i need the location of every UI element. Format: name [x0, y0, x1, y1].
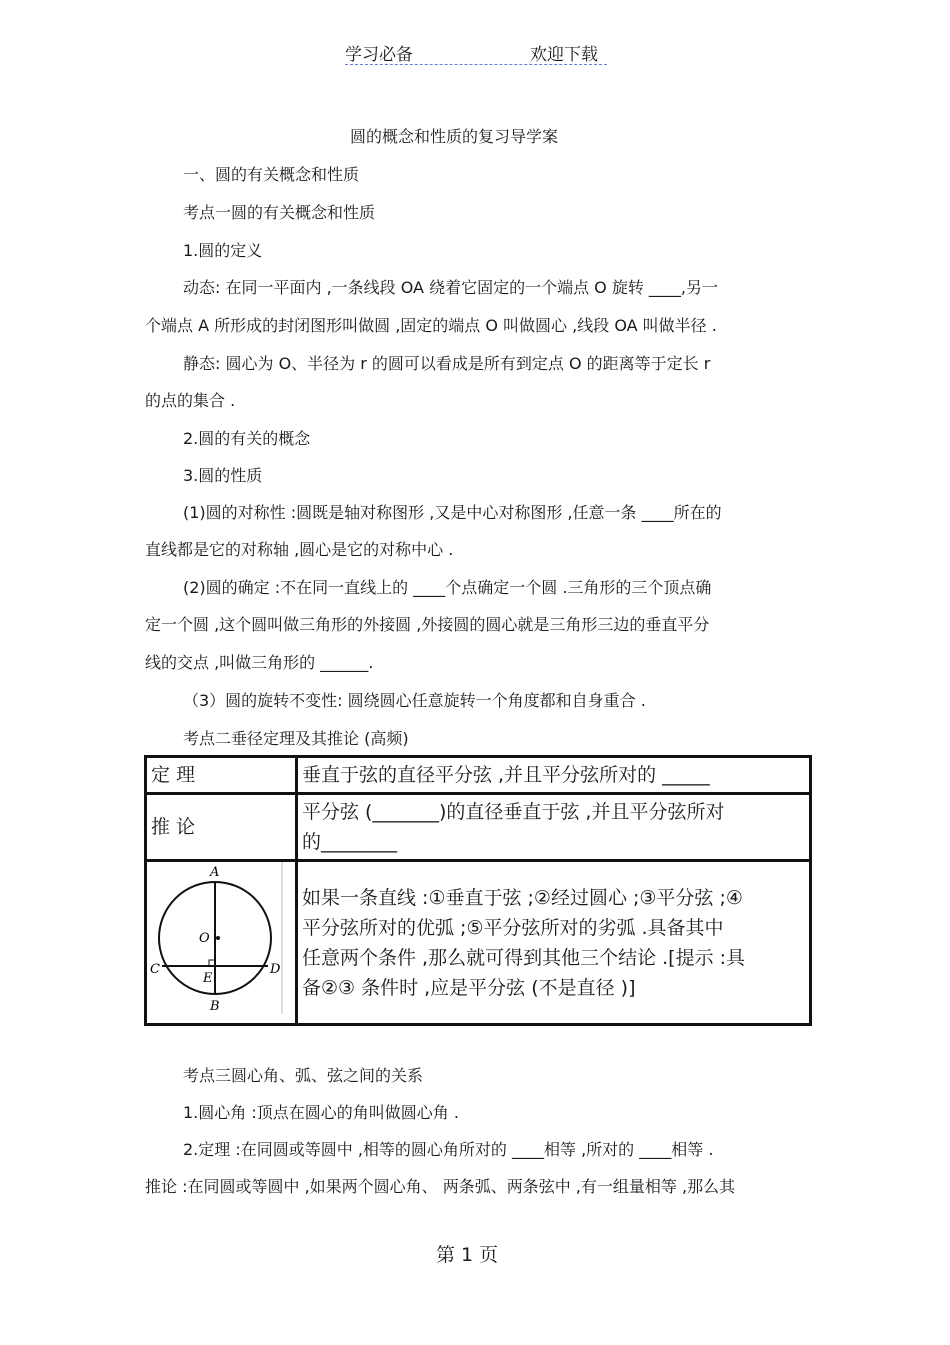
circle-diagram [147, 862, 287, 1014]
conditions-line-2: 平分弦所对的优弧 ;⑤平分弦所对的劣弧 .具备其中 [302, 916, 724, 939]
central-angle-definition: 1.圆心角 :顶点在圆心的角叫做圆心角 . [183, 1103, 459, 1122]
conditions-text [297, 861, 811, 1025]
keypoint-3-heading: 考点三圆心角、弧、弦之间的关系 [183, 1066, 424, 1085]
theorem-text: 垂直于弦的直径平分弦 ,并且平分弦所对的 _____ [297, 757, 811, 794]
corollary-text-line-2: 的________ [302, 831, 398, 853]
rotation-property-line: （3）圆的旋转不变性: 圆绕圆心任意旋转一个角度都和自身重合 . [183, 691, 646, 710]
label-o: O [199, 931, 210, 946]
label-c: C [150, 962, 160, 977]
symmetry-line-1: (1)圆的对称性 :圆既是轴对称图形 ,又是中心对称图形 ,任意一条 ____所在的 [183, 503, 722, 522]
page-number: 第 1 页 [436, 1244, 499, 1266]
conditions-line-4: 备②③ 条件时 ,应是平分弦 (不是直径 )] [302, 976, 636, 999]
keypoint-2-heading: 考点二垂径定理及其推论 (高频) [183, 729, 409, 748]
static-definition-line-2: 的点的集合 . [145, 391, 236, 410]
corollary-text [297, 794, 811, 861]
definition-heading: 1.圆的定义 [183, 241, 263, 260]
section-heading: 一、圆的有关概念和性质 [183, 165, 360, 184]
theorem-line: 2.定理 :在同圆或等圆中 ,相等的圆心角所对的 ____相等 ,所对的 ____相等 . [183, 1140, 714, 1159]
corollary-label: 推 论 [146, 794, 297, 861]
document-title: 圆的概念和性质的复习导学案 [350, 127, 559, 146]
circle-diagram-cell [146, 861, 297, 1025]
label-b: B [210, 999, 220, 1014]
keypoint-1-heading: 考点一圆的有关概念和性质 [183, 203, 376, 222]
label-e: E [203, 971, 213, 986]
dynamic-definition-line-2: 个端点 A 所形成的封闭图形叫做圆 ,固定的端点 O 叫做圆心 ,线段 OA 叫做半径 . [145, 316, 717, 335]
label-a: A [210, 865, 220, 880]
corollary-row [146, 794, 811, 861]
determination-line-2: 定一个圆 ,这个圆叫做三角形的外接圆 ,外接圆的圆心就是三角形三边的垂直平分 [145, 615, 710, 634]
symmetry-line-2: 直线都是它的对称轴 ,圆心是它的对称中心 . [145, 540, 454, 559]
dynamic-definition-line-1: 动态: 在同一平面内 ,一条线段 OA 绕着它固定的一个端点 O 旋转 ____,另一 [183, 278, 719, 297]
determination-line-3: 线的交点 ,叫做三角形的 ______. [145, 653, 374, 672]
corollary-line: 推论 :在同圆或等圆中 ,如果两个圆心角、 两条弧、两条弦中 ,有一组量相等 ,那么其 [145, 1177, 736, 1196]
property-heading: 3.圆的性质 [183, 466, 263, 485]
diagram-row [146, 861, 811, 1025]
concept-heading: 2.圆的有关的概念 [183, 429, 311, 448]
center-point [216, 936, 220, 940]
perpendicular-diameter-table [144, 755, 812, 1026]
theorem-row [146, 757, 811, 794]
corollary-text-line-1: 平分弦 (_______)的直径垂直于弦 ,并且平分弦所对 [302, 801, 725, 823]
conditions-line-3: 任意两个条件 ,那么就可得到其他三个结论 .[提示 :具 [302, 946, 746, 969]
conditions-line-1: 如果一条直线 :①垂直于弦 ;②经过圆心 ;③平分弦 ;④ [302, 886, 743, 909]
header-left: 学习必备 [345, 45, 413, 65]
header-right: 欢迎下载 [530, 45, 598, 65]
determination-line-1: (2)圆的确定 :不在同一直线上的 ____个点确定一个圆 .三角形的三个顶点确 [183, 578, 712, 597]
page-header [345, 40, 607, 65]
static-definition-line-1: 静态: 圆心为 O、半径为 r 的圆可以看成是所有到定点 O 的距离等于定长 r [183, 354, 711, 373]
theorem-label: 定 理 [146, 757, 297, 794]
label-d: D [270, 962, 281, 977]
